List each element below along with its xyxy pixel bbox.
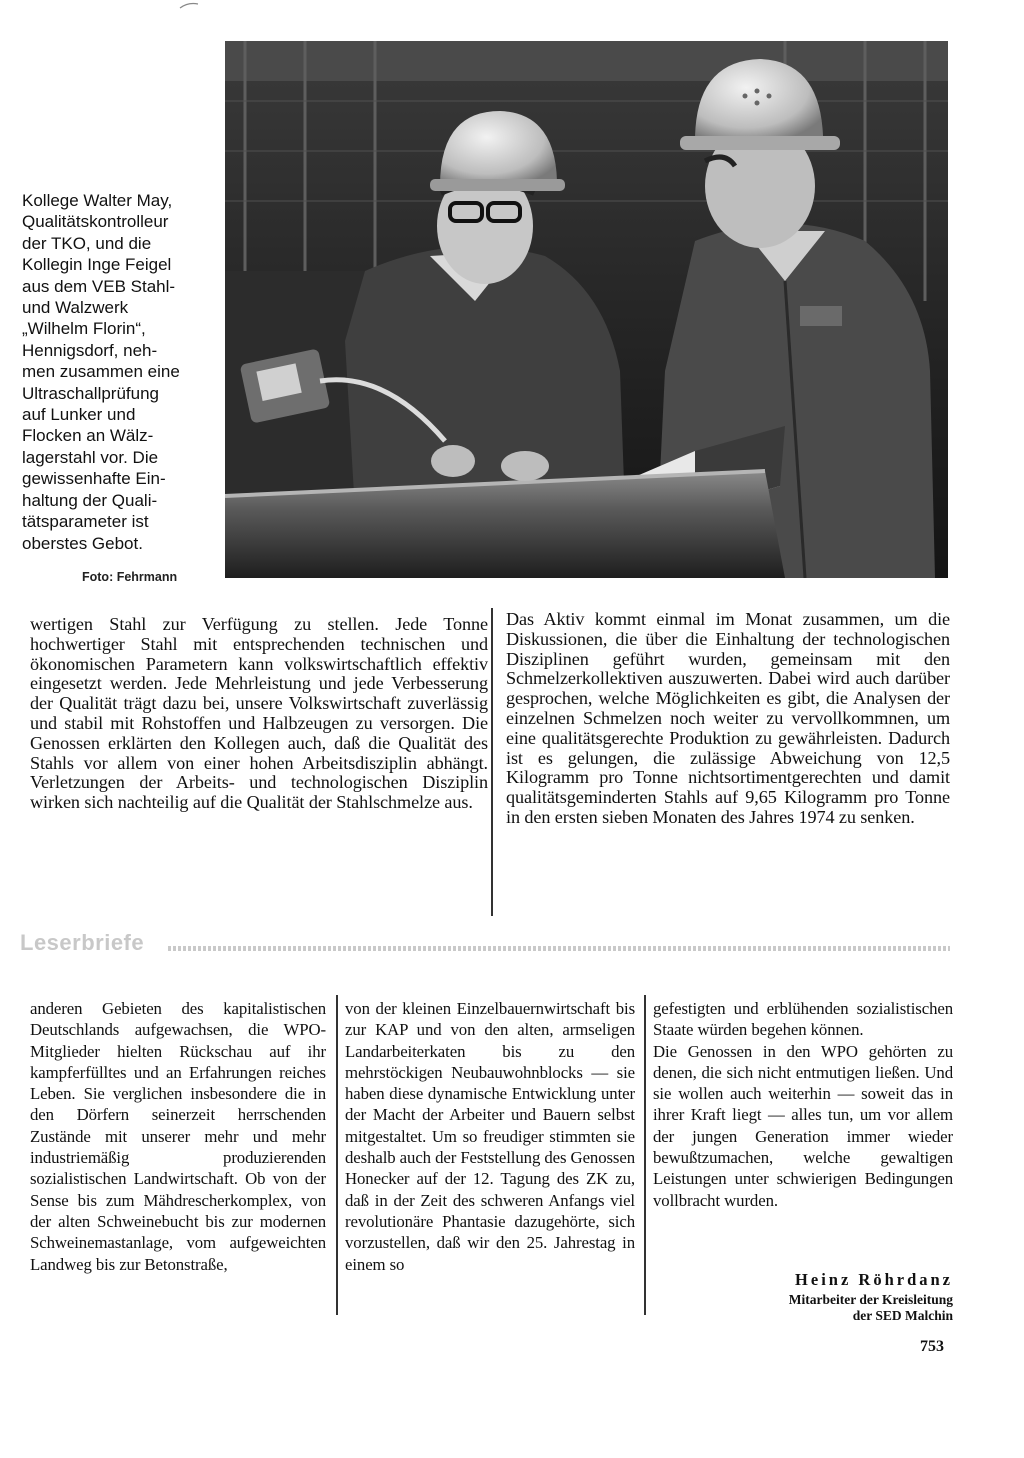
- column-divider: [336, 995, 338, 1315]
- article-text-left: wertigen Stahl zur Verfügung zu stellen. Jede Tonne hochwertiger Stahl mit entsprechenden technischen und ökonomischen Parametern kann volkswirtschaftlich effektiv eingesetzt werden. Jede Mehrleistung und jede Verbesserung der Qualität trägt dazu bei, unsere Volkswirtschaft zuverlässig und stabil mit Rohstoffen und Halbzeugen zu versorgen. Die Genossen erklärten den Kollegen auch, daß die Qualität des Stahls vor allem von einer hohen Arbeitsdisziplin abhängt. Verletzungen der Arbeits- und technologischen Disziplin wirken sich nachteilig auf die Qualität der Stahlschmelze aus.: [30, 614, 488, 813]
- signature-role: Mitarbeiter der Kreisleitung der SED Malchin: [788, 1292, 953, 1323]
- letter-column-2: von der kleinen Einzelbauernwirtschaft bis zur KAP und von den alten, armseligen Landarbeiterkaten bis zu den mehrstöckigen Neubauwohnblocks — sie haben diese dynamische Entwicklung unter der Macht der Arbeiter und Bauern selbst mitgestaltet. Um so freudiger stimmten sie deshalb auch der Feststellung des Genossen Honecker auf der 12. Tagung des ZK zu, daß in der Zeit des schweren Anfangs viel revolutionäre Phantasie dazugehörte, sich vorzustellen, daß wir den 25. Jahrestag in einem so: [345, 999, 635, 1274]
- column-divider: [491, 608, 493, 916]
- column-divider: [644, 995, 646, 1315]
- photo-credit: Foto: Fehrmann: [82, 570, 178, 584]
- page-number: 753: [920, 1338, 944, 1355]
- photo-caption: Kollege Walter May, Qualitätskontrolleur der TKO, und die Kollegin Inge Feigel aus dem VEB Stahl- und Walzwerk „Wilhelm Florin“, Hennigsdorf, neh- men zusammen eine Ultraschallprüfung auf Lunker und Flocken an Wälz- lagerstahl vor. Die gewissenhafte Ein- haltung der Quali- tätsparameter ist oberstes Gebot.: [22, 191, 180, 553]
- section-title: Leserbriefe: [20, 930, 145, 955]
- letter-column-3: gefestigten und erblühenden sozialistischen Staate würden begehen können. Die Genossen in den WPO gehörten zu denen, die sich nicht entmutigen ließen. Und sie wollen auch weiterhin — soweit das in ihrer Kraft liegt — alles tun, um vor allem der jungen Generation immer wieder bewußtzumachen, welche gewaltigen Leistungen unter schwierigen Bedingungen vollbracht wurden.: [653, 999, 953, 1210]
- article-text-right: Das Aktiv kommt einmal im Monat zusammen, um die Diskussionen, die über die Einhaltung der technologischen Disziplinen geführt wurden, gemeinsam mit den Schmelzerkollektiven auszuwerten. Dabei wird auch darüber gesprochen, welche Möglichkeiten es gibt, die Analysen der einzelnen Schmelzen noch weiter zu vervollkommnen, um eine qualitätsgerechte Produktion zu gewährleisten. Dadurch ist es gelungen, die zulässige Abweichung von 12,5 Kilogramm pro Tonne nichtsortimentgerechten und damit qualitätsgeminderten Stahls auf 9,65 Kilogramm pro Tonne in den ersten sieben Monaten des Jahres 1974 zu senken.: [506, 609, 950, 827]
- letter-column-1: anderen Gebieten des kapitalistischen Deutschlands aufgewachsen, die WPO-Mitglieder hielten Rückschau auf ihr kampferfülltes und an Erfahrungen reiches Leben. Sie verglichen insbesondere die in den Dörfern seinerzeit herrschenden Zustände mit unserer mehr und mehr industriemäßig produzierenden sozialistischen Landwirtschaft. Ob von der Sense bis zum Mähdrescherkomplex, von der alten Schweinebucht bis zur modernen Schweinemastanlage, vom aufgeweichten Landweg bis zur Betonstraße,: [30, 999, 326, 1274]
- page-edge-mark: [178, 0, 202, 10]
- signature-name: Heinz Röhrdanz: [795, 1270, 953, 1289]
- section-rule: [168, 946, 950, 951]
- steelworkers-photo: [225, 41, 948, 578]
